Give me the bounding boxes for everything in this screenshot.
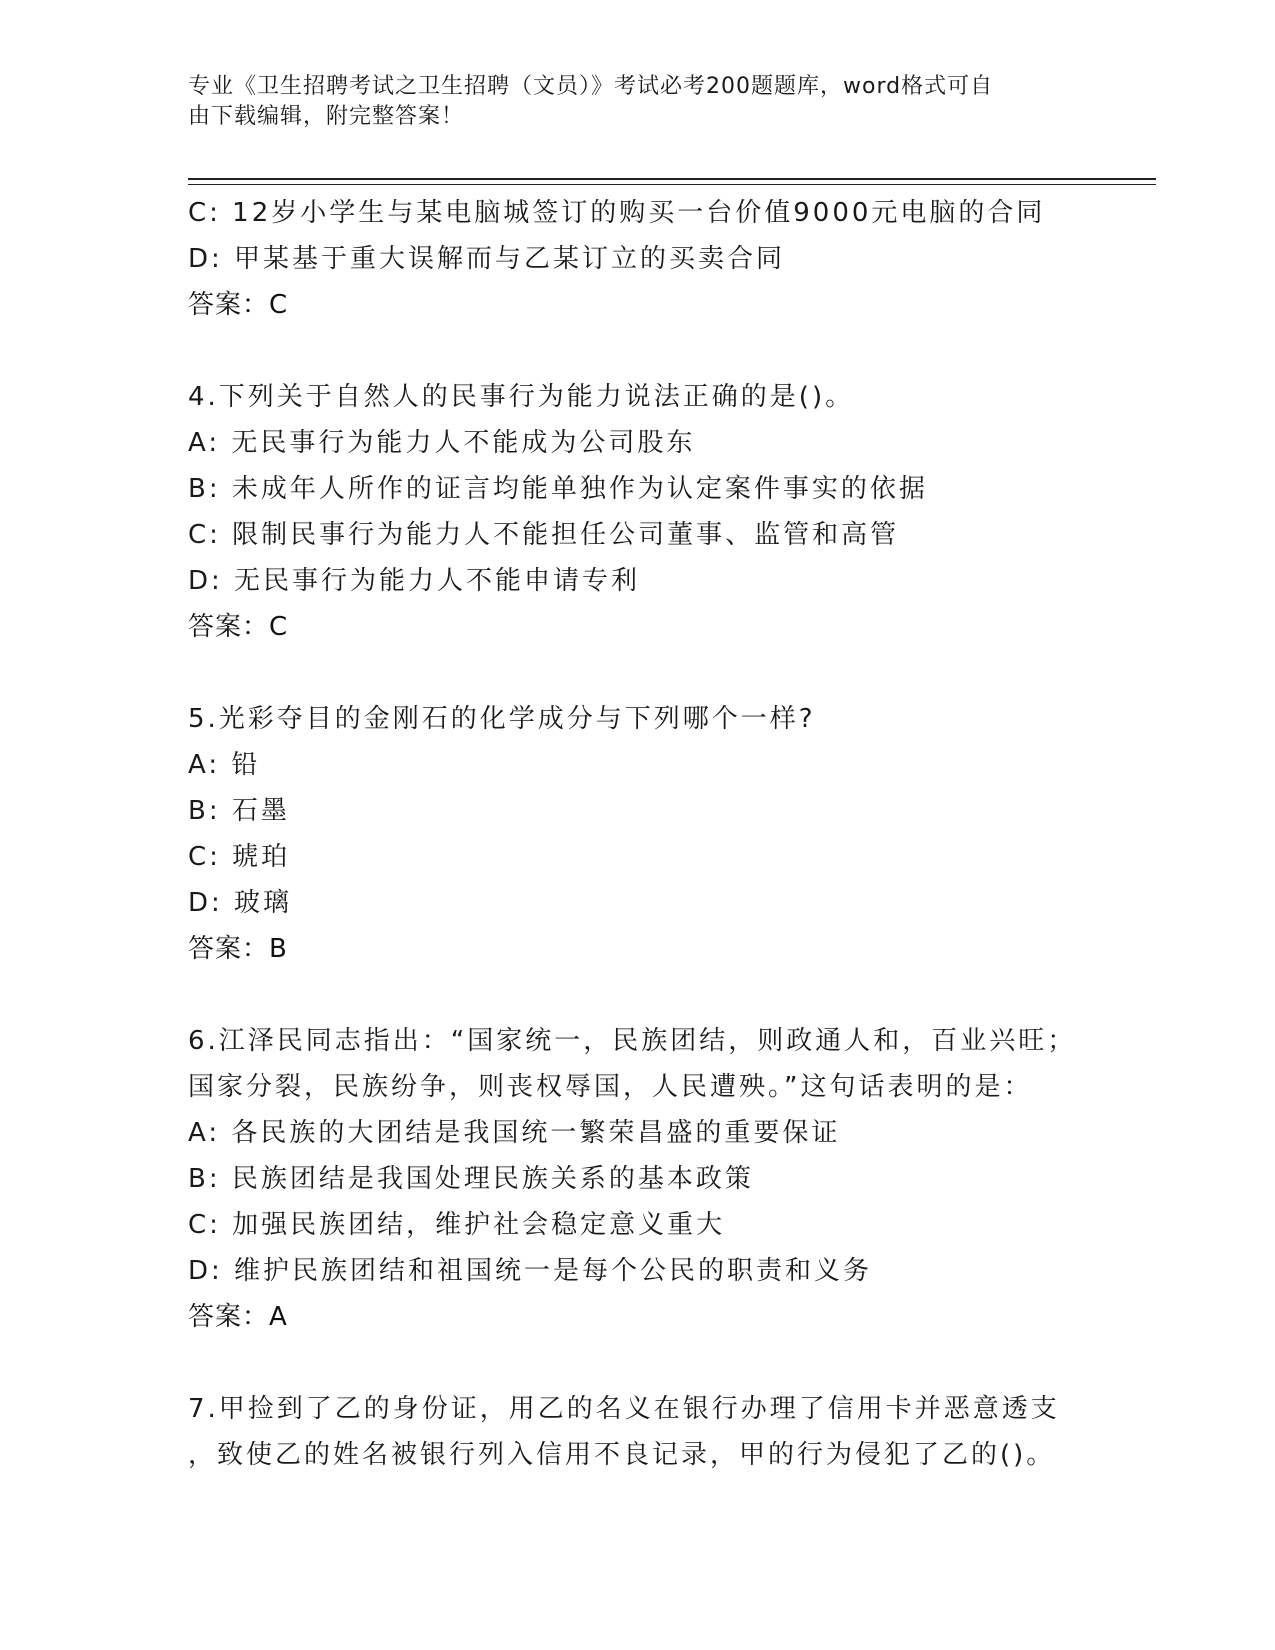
question-stem: 5.光彩夺目的金刚石的化学成分与下列哪个一样? bbox=[188, 704, 816, 734]
spacer bbox=[188, 328, 1128, 374]
header-divider-thin bbox=[188, 184, 1156, 185]
question-stem-continued: 国家分裂，民族纷争，则丧权辱国，人民遭殃。”这句话表明的是： bbox=[188, 1072, 1033, 1102]
spacer bbox=[188, 972, 1128, 1018]
question-stem-continued: ，致使乙的姓名被银行列入信用不良记录，甲的行为侵犯了乙的()。 bbox=[188, 1440, 1056, 1470]
answer-line: 答案：C bbox=[188, 612, 289, 642]
question-stem: 7.甲捡到了乙的身份证，用乙的名义在银行办理了信用卡并恶意透支 bbox=[188, 1394, 1060, 1424]
option-c: C: 加强民族团结，维护社会稳定意义重大 bbox=[188, 1210, 726, 1240]
option-b: B: 民族团结是我国处理民族关系的基本政策 bbox=[188, 1164, 754, 1194]
header-line-2: 由下载编辑，附完整答案！ bbox=[188, 104, 465, 129]
option-a: A: 无民事行为能力人不能成为公司股东 bbox=[188, 428, 696, 458]
question-stem: 4.下列关于自然人的民事行为能力说法正确的是()。 bbox=[188, 382, 855, 412]
header-divider-thick bbox=[188, 178, 1156, 180]
answer-line: 答案：B bbox=[188, 934, 288, 964]
option-a: A: 铅 bbox=[188, 750, 261, 780]
option-d: D: 无民事行为能力人不能申请专利 bbox=[188, 566, 641, 596]
answer-line: 答案：C bbox=[188, 290, 289, 320]
document-header bbox=[188, 72, 1088, 132]
question-3-continued bbox=[188, 190, 1128, 328]
option-d: D: 维护民族团结和祖国统一是每个公民的职责和义务 bbox=[188, 1256, 873, 1286]
question-5 bbox=[188, 696, 1128, 972]
option-c: C: 限制民事行为能力人不能担任公司董事、监管和高管 bbox=[188, 520, 900, 550]
option-d: D: 甲某基于重大误解而与乙某订立的买卖合同 bbox=[188, 244, 786, 274]
question-6 bbox=[188, 1018, 1128, 1340]
document-body bbox=[188, 190, 1128, 1478]
spacer bbox=[188, 1340, 1128, 1386]
option-a: A: 各民族的大团结是我国统一繁荣昌盛的重要保证 bbox=[188, 1118, 841, 1148]
question-4 bbox=[188, 374, 1128, 650]
question-7 bbox=[188, 1386, 1128, 1478]
option-c: C: 12岁小学生与某电脑城签订的购买一台价值9000元电脑的合同 bbox=[188, 198, 1046, 228]
option-d: D: 玻璃 bbox=[188, 888, 293, 918]
spacer bbox=[188, 650, 1128, 696]
header-line-1: 专业《卫生招聘考试之卫生招聘（文员）》考试必考200题题库，word格式可自 bbox=[188, 74, 994, 99]
option-b: B: 未成年人所作的证言均能单独作为认定案件事实的依据 bbox=[188, 474, 928, 504]
question-stem: 6.江泽民同志指出：“国家统一，民族团结，则政通人和，百业兴旺； bbox=[188, 1026, 1077, 1056]
option-c: C: 琥珀 bbox=[188, 842, 291, 872]
answer-line: 答案：A bbox=[188, 1302, 288, 1332]
option-b: B: 石墨 bbox=[188, 796, 290, 826]
